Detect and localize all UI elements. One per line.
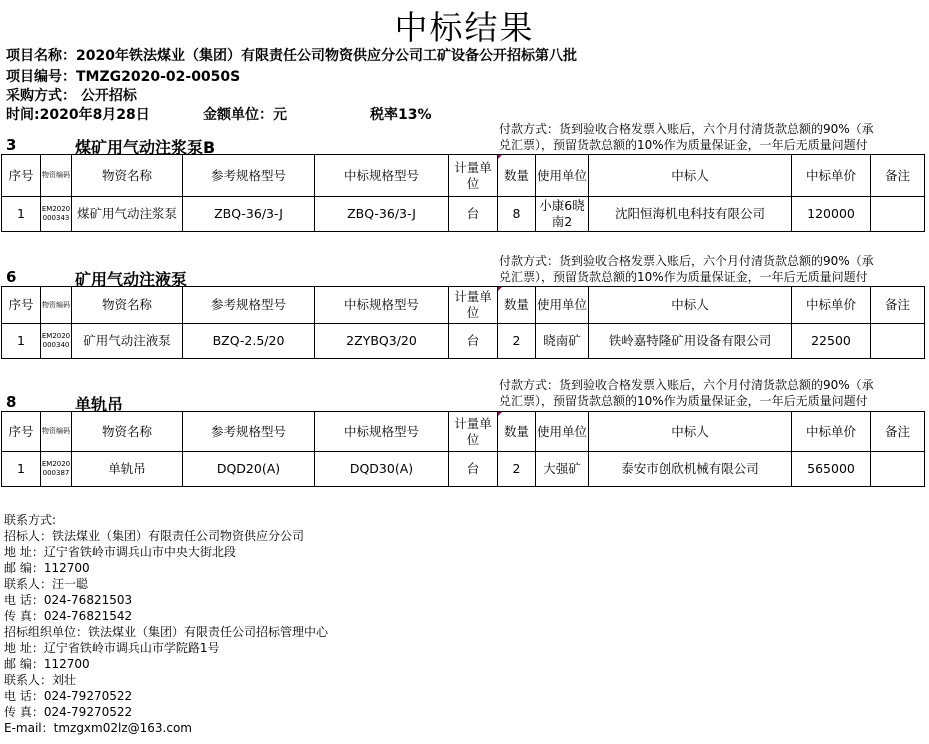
col-price: 中标单价 xyxy=(792,155,871,197)
cell-price: 120000 xyxy=(792,197,871,232)
contact-line: 地 址：辽宁省铁岭市调兵山市中央大街北段 xyxy=(4,545,236,559)
cell-remark xyxy=(871,324,925,359)
col-site: 使用单位 xyxy=(536,412,589,452)
project-number: 项目编号：TMZG2020-02-0050S xyxy=(6,69,241,85)
result-table xyxy=(1,154,925,232)
section-number: 6 xyxy=(6,268,17,286)
col-remark: 备注 xyxy=(871,155,925,197)
col-qty: 数量 xyxy=(498,287,536,324)
cell-bid-spec: DQD30(A) xyxy=(315,452,449,487)
contact-line: 联系人：汪一聪 xyxy=(4,577,89,591)
cell-winner: 沈阳恒海机电科技有限公司 xyxy=(589,197,792,232)
col-bid-spec: 中标规格型号 xyxy=(315,287,449,324)
col-name: 物资名称 xyxy=(72,155,183,197)
table-row xyxy=(2,324,925,359)
contact-line: 传 真：024-76821542 xyxy=(4,609,133,623)
cell-seq: 1 xyxy=(2,452,41,487)
col-code: 物资编码 xyxy=(41,412,72,452)
result-table xyxy=(1,411,925,487)
contact-line: 招标组织单位：铁法煤业（集团）有限责任公司招标管理中心 xyxy=(4,625,329,639)
col-qty: 数量 xyxy=(498,155,536,197)
payment-terms-line: 兑汇票），预留货款总额的10%作为质量保证金，一年后无质量问题付 xyxy=(499,138,868,152)
payment-terms-line: 付款方式：货到验收合格发票入账后，六个月付清货款总额的90%（承 xyxy=(499,378,874,392)
col-winner: 中标人 xyxy=(589,155,792,197)
col-remark: 备注 xyxy=(871,412,925,452)
payment-terms xyxy=(499,377,927,409)
col-code: 物资编码 xyxy=(41,287,72,324)
cell-site: 大强矿 xyxy=(536,452,589,487)
section-number: 8 xyxy=(6,393,17,411)
cell-unit: 台 xyxy=(449,452,498,487)
publish-time: 时间:2020年8月28日 xyxy=(6,107,150,123)
cell-seq: 1 xyxy=(2,197,41,232)
col-seq: 序号 xyxy=(2,287,41,324)
cell-price: 565000 xyxy=(792,452,871,487)
col-code: 物资编码 xyxy=(41,155,72,197)
contact-line: 电 话：024-76821503 xyxy=(4,593,133,607)
col-winner: 中标人 xyxy=(589,287,792,324)
col-ref-spec: 参考规格型号 xyxy=(183,287,315,324)
cell-bid-spec: ZBQ-36/3-J xyxy=(315,197,449,232)
table-row xyxy=(2,197,925,232)
col-bid-spec: 中标规格型号 xyxy=(315,412,449,452)
cell-winner: 泰安市创欣机械有限公司 xyxy=(589,452,792,487)
payment-terms-line: 兑汇票），预留货款总额的10%作为质量保证金，一年后无质量问题付 xyxy=(499,270,868,284)
cell-code: EM2020000340 xyxy=(41,324,72,359)
project-name: 项目名称：2020年铁法煤业（集团）有限责任公司物资供应分公司工矿设备公开招标第八批 xyxy=(6,48,577,64)
payment-terms-line: 付款方式：货到验收合格发票入账后，六个月付清货款总额的90%（承 xyxy=(499,122,874,136)
cell-ref-spec: ZBQ-36/3-J xyxy=(183,197,315,232)
procurement-method: 采购方式： 公开招标 xyxy=(6,88,137,104)
col-unit: 计量单位 xyxy=(449,287,498,324)
contact-email[interactable]: E-mail：tmzgxm02lz@163.com xyxy=(4,721,192,735)
contact-line: 邮 编：112700 xyxy=(4,657,90,671)
cell-name: 单轨吊 xyxy=(72,452,183,487)
col-unit: 计量单位 xyxy=(449,412,498,452)
section-title: 矿用气动注液泵 xyxy=(75,270,188,289)
contact-info xyxy=(4,512,328,736)
section-number: 3 xyxy=(6,136,17,154)
col-seq: 序号 xyxy=(2,412,41,452)
col-qty: 数量 xyxy=(498,412,536,452)
cell-ref-spec: BZQ-2.5/20 xyxy=(183,324,315,359)
col-winner: 中标人 xyxy=(589,412,792,452)
cell-name: 煤矿用气动注浆泵 xyxy=(72,197,183,232)
contact-line: 电 话：024-79270522 xyxy=(4,689,133,703)
table-header-row xyxy=(2,412,925,452)
contact-line: 地 址：辽宁省铁岭市调兵山市学院路1号 xyxy=(4,641,220,655)
tax-rate: 税率13% xyxy=(370,107,432,123)
table-row xyxy=(2,452,925,487)
table-header-row xyxy=(2,155,925,197)
col-ref-spec: 参考规格型号 xyxy=(183,155,315,197)
section-title: 煤矿用气动注浆泵B xyxy=(75,138,216,157)
result-table xyxy=(1,286,925,359)
col-price: 中标单价 xyxy=(792,287,871,324)
contact-line: 传 真：024-79270522 xyxy=(4,705,133,719)
cell-site: 小康6晓南2 xyxy=(536,197,589,232)
col-site: 使用单位 xyxy=(536,287,589,324)
contact-line: 联系人：刘壮 xyxy=(4,673,77,687)
contact-line: 招标人：铁法煤业（集团）有限责任公司物资供应分公司 xyxy=(4,529,305,543)
table-header-row xyxy=(2,287,925,324)
contact-line: 邮 编：112700 xyxy=(4,561,90,575)
col-seq: 序号 xyxy=(2,155,41,197)
contact-heading: 联系方式: xyxy=(4,513,57,527)
cell-qty: 2 xyxy=(498,452,536,487)
cell-code: EM2020000343 xyxy=(41,197,72,232)
cell-ref-spec: DQD20(A) xyxy=(183,452,315,487)
payment-terms-line: 兑汇票），预留货款总额的10%作为质量保证金，一年后无质量问题付 xyxy=(499,394,868,408)
cell-unit: 台 xyxy=(449,197,498,232)
cell-unit: 台 xyxy=(449,324,498,359)
payment-terms xyxy=(499,121,927,153)
cell-price: 22500 xyxy=(792,324,871,359)
col-unit: 计量单位 xyxy=(449,155,498,197)
col-name: 物资名称 xyxy=(72,412,183,452)
payment-terms-line: 付款方式：货到验收合格发票入账后，六个月付清货款总额的90%（承 xyxy=(499,254,874,268)
cell-winner: 铁岭嘉特隆矿用设备有限公司 xyxy=(589,324,792,359)
cell-remark xyxy=(871,452,925,487)
col-ref-spec: 参考规格型号 xyxy=(183,412,315,452)
cell-remark xyxy=(871,197,925,232)
cell-bid-spec: 2ZYBQ3/20 xyxy=(315,324,449,359)
payment-terms xyxy=(499,253,927,285)
cell-seq: 1 xyxy=(2,324,41,359)
col-site: 使用单位 xyxy=(536,155,589,197)
cell-qty: 2 xyxy=(498,324,536,359)
cell-name: 矿用气动注液泵 xyxy=(72,324,183,359)
section-title: 单轨吊 xyxy=(75,395,124,414)
col-price: 中标单价 xyxy=(792,412,871,452)
col-name: 物资名称 xyxy=(72,287,183,324)
cell-code: EM2020000387 xyxy=(41,452,72,487)
currency-unit: 金额单位：元 xyxy=(203,107,287,123)
col-remark: 备注 xyxy=(871,287,925,324)
cell-qty: 8 xyxy=(498,197,536,232)
col-bid-spec: 中标规格型号 xyxy=(315,155,449,197)
page-title: 中标结果 xyxy=(394,8,535,47)
cell-site: 晓南矿 xyxy=(536,324,589,359)
